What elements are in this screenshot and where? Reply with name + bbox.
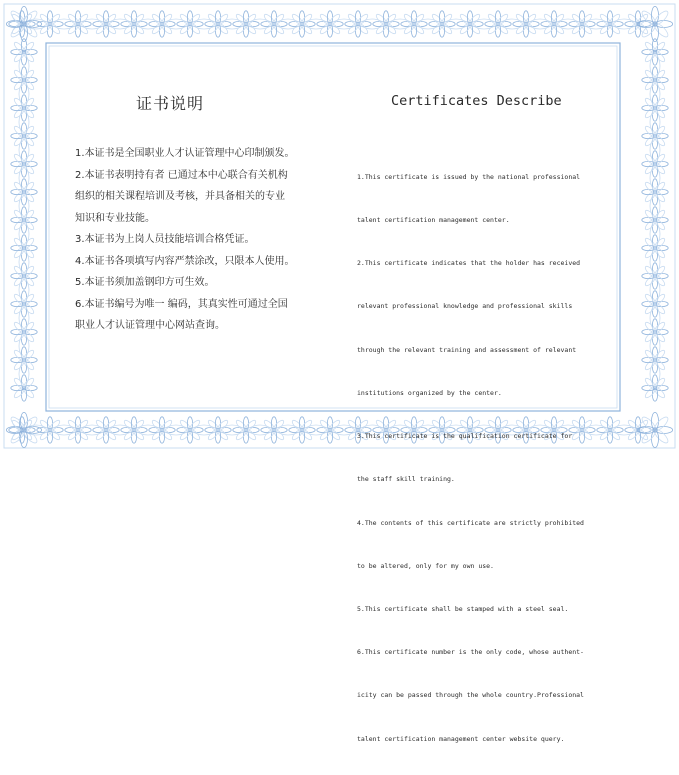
cn-line: 1.本证书是全国职业人才认证管理中心印制颁发。 <box>75 148 295 159</box>
english-title: Certificates Describe <box>391 93 562 109</box>
en-line: talent certification management center. <box>357 216 510 225</box>
en-line: the staff skill training. <box>357 475 455 484</box>
border-ornament <box>637 412 672 447</box>
cn-line: 知识和专业技能。 <box>75 212 155 224</box>
en-line: institutions organized by the center. <box>357 388 502 397</box>
cn-line: 6.本证书编号为唯一 编码，其真实性可通过全国 <box>75 298 288 310</box>
cn-line: 职业人才认证管理中心网站查询。 <box>75 320 225 331</box>
certificate-inner-panel <box>50 47 616 743</box>
en-line: through the relevant training and assessment of relevant <box>357 345 577 354</box>
cn-line: 4.本证书各项填写内容严禁涂改，只限本人使用。 <box>75 255 295 267</box>
chinese-description-list <box>75 143 315 337</box>
en-line: 2.This certificate indicates that the holder has received <box>357 259 581 268</box>
chinese-title: 证书说明 <box>136 94 205 113</box>
en-line: 3.This certificate is the qualification certificate for <box>357 432 573 441</box>
cn-line: 5.本证书须加盖钢印方可生效。 <box>75 277 215 288</box>
en-line: relevant professional knowledge and professional skills <box>357 302 573 311</box>
cn-line: 3.本证书为上岗人员技能培训合格凭证。 <box>75 234 255 245</box>
cn-line: 组织的相关课程培训及考核，并具备相关的专业 <box>75 191 285 202</box>
border-ornament <box>637 6 672 41</box>
en-line: 5.This certificate shall be stamped with a steel seal. <box>357 605 569 613</box>
en-line: 4.The contents of this certificate are strictly prohibited <box>357 518 584 527</box>
en-line: 6.This certificate number is the only code, whose authent- <box>357 648 584 657</box>
en-line: talent certification management center website query. <box>357 734 565 743</box>
en-line: 1.This certificate is issued by the national professional <box>357 172 581 181</box>
en-line: icity can be passed through the whole country.Professional <box>357 691 584 700</box>
cn-line: 2.本证书表明持有者 已通过本中心联合有关机构 <box>75 169 288 181</box>
en-line: to be altered, only for my own use. <box>357 561 494 570</box>
english-description-list <box>357 141 607 775</box>
